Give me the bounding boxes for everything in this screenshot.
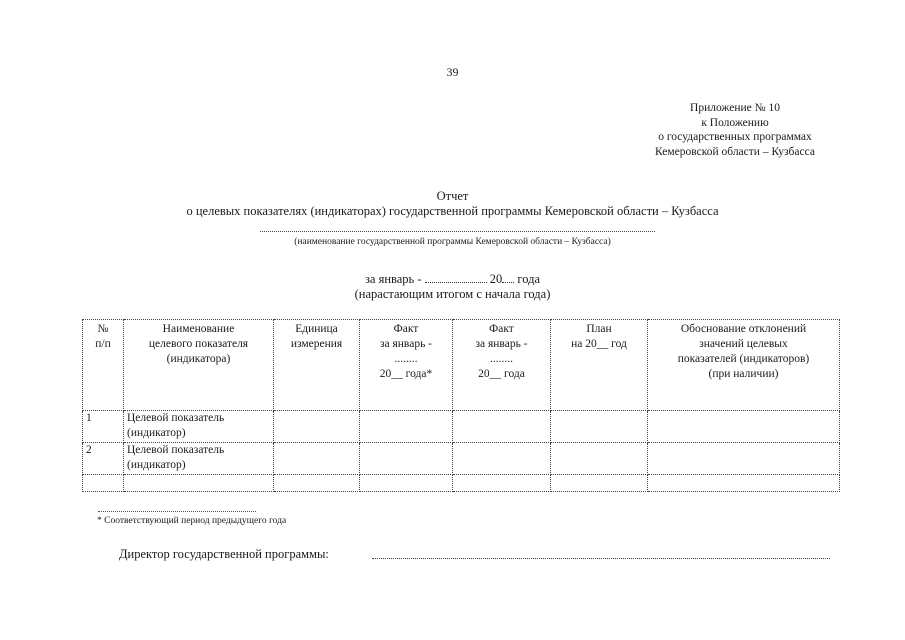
row-unit-cell[interactable] xyxy=(274,443,360,475)
appendix-line-3: о государственных программах xyxy=(658,131,812,143)
row-unit-cell[interactable] xyxy=(274,411,360,443)
row-fact-current-cell[interactable] xyxy=(453,443,551,475)
table-row xyxy=(83,443,840,475)
appendix-line-2: к Положению xyxy=(701,116,769,129)
empty-cell[interactable] xyxy=(360,475,453,492)
header-plan: План на 20__ год xyxy=(551,320,648,411)
row-fact-previous-cell[interactable] xyxy=(360,443,453,475)
header-num: № п/п xyxy=(83,320,124,411)
row-fact-previous-cell[interactable] xyxy=(360,411,453,443)
footnote: * Соответствующий период предыдущего года xyxy=(97,516,287,526)
period-line-2: (нарастающим итогом с начала года) xyxy=(354,287,551,301)
empty-cell[interactable] xyxy=(551,475,648,492)
period-suffix: года xyxy=(517,272,541,286)
row-plan-cell[interactable] xyxy=(551,411,648,443)
empty-cell[interactable] xyxy=(453,475,551,492)
signature-blank-line xyxy=(372,558,830,559)
header-fact-current-year: Факт за январь - ........ 20__ года xyxy=(453,320,551,411)
period-year: 20 xyxy=(489,272,503,286)
page-number: 39 xyxy=(446,65,459,79)
footnote-divider xyxy=(98,511,256,512)
header-unit: Единица измерения xyxy=(274,320,360,411)
row-num: 1 xyxy=(83,411,124,443)
program-name-caption: (наименование государственной программы Кемеровской области – Кузбасса) xyxy=(294,237,611,247)
row-fact-current-cell[interactable] xyxy=(453,411,551,443)
row-reason-cell[interactable] xyxy=(648,443,840,475)
empty-cell[interactable] xyxy=(83,475,124,492)
header-indicator-name: Наименование целевого показателя (индикатора) xyxy=(124,320,274,411)
period-month-blank xyxy=(425,282,487,283)
row-indicator-name: Целевой показатель (индикатор) xyxy=(124,411,274,443)
appendix-line-4: Кемеровской области – Кузбасса xyxy=(655,145,815,158)
appendix-header xyxy=(590,101,880,159)
report-period xyxy=(200,272,705,302)
table-row-empty xyxy=(83,475,840,492)
appendix-line-1: Приложение № 10 xyxy=(690,102,780,114)
empty-cell[interactable] xyxy=(274,475,360,492)
program-name-blank-line xyxy=(260,222,655,232)
signature-label: Директор государственной программы: xyxy=(119,547,329,561)
empty-cell[interactable] xyxy=(648,475,840,492)
row-num: 2 xyxy=(83,443,124,475)
row-plan-cell[interactable] xyxy=(551,443,648,475)
row-reason-cell[interactable] xyxy=(648,411,840,443)
report-title-line-2: о целевых показателях (индикаторах) государственной программы Кемеровской области – Кузбасса xyxy=(186,204,719,218)
report-title-line-1: Отчет xyxy=(436,189,469,203)
table-row xyxy=(83,411,840,443)
period-prefix: за январь - xyxy=(364,272,422,286)
report-title xyxy=(100,189,805,219)
indicators-table xyxy=(82,319,840,492)
table-header-row xyxy=(83,320,840,411)
row-indicator-name: Целевой показатель (индикатор) xyxy=(124,443,274,475)
period-line-1 xyxy=(200,272,705,287)
period-year-blank xyxy=(502,282,514,283)
header-deviation-reason: Обоснование отклонений значений целевых показателей (индикаторов) (при наличии) xyxy=(648,320,840,411)
header-fact-previous-year: Факт за январь - ........ 20__ года* xyxy=(360,320,453,411)
empty-cell[interactable] xyxy=(124,475,274,492)
